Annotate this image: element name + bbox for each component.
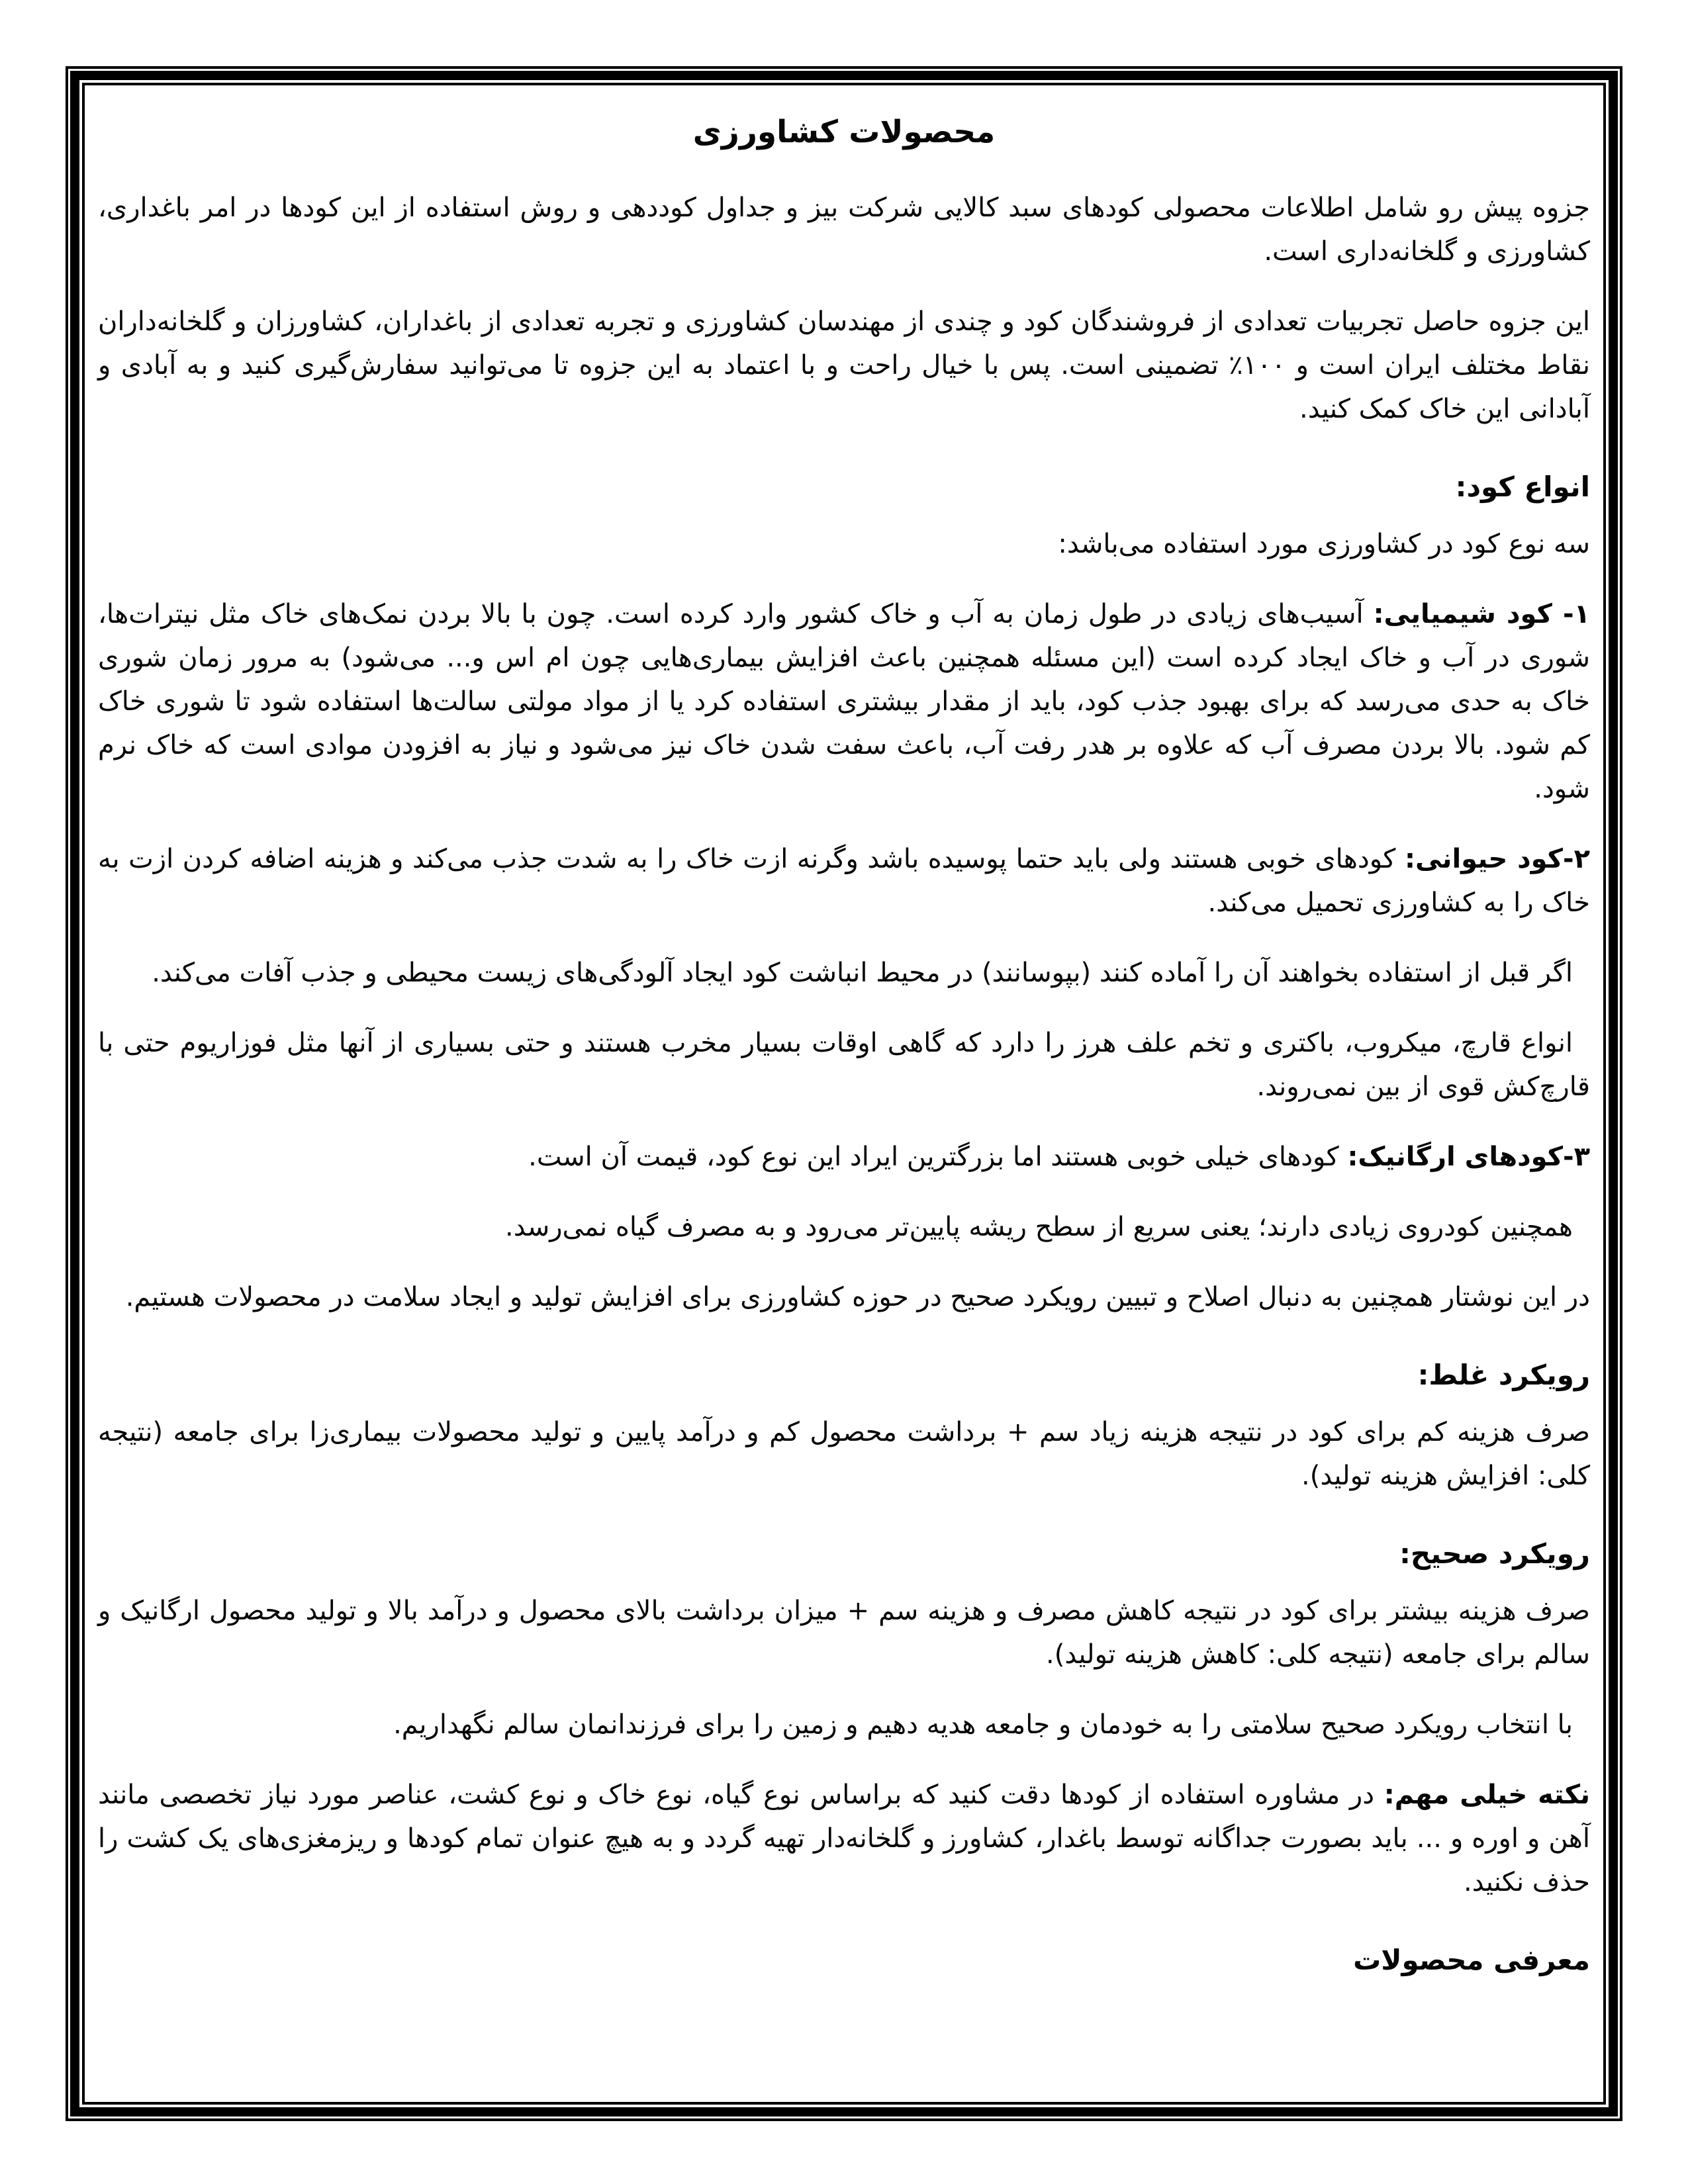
heading-fertilizer-types: انواع کود: [1455,471,1590,503]
paragraph-organic-fertilizer [98,1135,1590,1179]
paragraph-choose-correct: با انتخاب رویکرد صحیح سلامتی را به خودمان و جامعه هدیه دهیم و زمین را برای فرزندانمان سالم نگهداریم. [393,1709,1573,1740]
organic-fertilizer-label: ۳-کودهای ارگانیک: [1347,1142,1590,1172]
paragraph-important-note [98,1773,1590,1904]
chemical-fertilizer-label: ۱- کود شیمیایی: [1373,599,1590,629]
document-title: محصولات کشاورزی [692,114,996,150]
heading-wrong-approach: رویکرد غلط: [1417,1359,1590,1391]
paragraph-intro: جزوه پیش رو شامل اطلاعات محصولی کودهای سبد کالایی شرکت بیز و جداول کوددهی و روش استفاده از این کودها در امر باغداری، کشاورزی و گلخانه‌داری است. [98,193,1590,267]
animal-fertilizer-label: ۲-کود حیوانی: [1404,844,1590,874]
important-note-text: در مشاوره استفاده از کودها دقت کنید که براساس نوع گیاه، نوع خاک و نوع کشت، عناصر مورد نیاز تخصصی مانند آهن و اوره و ... باید بصورت جداگانه توسط باغدار، کشاورز و گلخانه‌دار تهیه گردد و به هیچ عنوان تمام کودها و ریزمغزی‌های یک کشت را حذف نکنید. [98,1780,1590,1897]
animal-fertilizer-text: کودهای خوبی هستند ولی باید حتما پوسیده باشد وگرنه ازت خاک را به شدت جذب می‌کند و هزینه اضافه کردن ازت به خاک را به کشاورزی تحمیل می‌کند. [98,844,1590,918]
heading-product-introduction: معرفی محصولات [1353,1944,1590,1976]
paragraph-animal-fertilizer [98,837,1590,925]
page-border-thick-band [70,71,1618,2116]
heading-correct-approach: رویکرد صحیح: [1399,1537,1590,1570]
paragraph-correct-approach: صرف هزینه بیشتر برای کود در نتیجه کاهش مصرف و هزینه سم + میزان برداشت بالای محصول و درآمد بالا و تولید محصول ارگانیک و سالم برای جامعه (نتیجه کلی: کاهش هزینه تولید). [98,1596,1590,1670]
paragraph-organic-runoff: همچنین کودروی زیادی دارند؛ یعنی سریع از سطح ریشه پایین‌تر می‌رود و به مصرف گیاه نمی‌رسد. [505,1212,1573,1242]
paragraph-wrong-approach: صرف هزینه کم برای کود در نتیجه هزینه زیاد سم + برداشت محصول کم و درآمد پایین و تولید محصولات بیماری‌زا برای جامعه (نتیجه کلی: افزایش هزینه تولید). [98,1417,1590,1491]
important-note-label: نکته خیلی مهم: [1383,1780,1590,1810]
paragraph-animal-pathogens: انواع قارچ، میکروب، باکتری و تخم علف هرز را دارد که گاهی اوقات بسیار مخرب هستند و حتی بسیاری از آنها مثل فوزاریوم حتی با قارچ‌کش قوی از بین نمی‌روند. [98,1028,1590,1102]
paragraph-three-types: سه نوع کود در کشاورزی مورد استفاده می‌باشد: [1058,529,1590,559]
paragraph-source: این جزوه حاصل تجربیات تعدادی از فروشندگان کود و چندی از مهندسان کشاورزی و تجربه تعدادی از باغداران، کشاورزان و گلخانه‌داران نقاط مختلف ایران است و ۱۰۰٪ تضمینی است. پس با خیال راحت و با اعتماد به این جزوه تا می‌توانید سفارش‌گیری کنید و به آبادی و آبادانی این خاک کمک کنید. [98,306,1590,424]
paragraph-animal-preparation: اگر قبل از استفاده بخواهند آن را آماده کنند (بپوسانند) در محیط انباشت کود ایجاد آلودگی‌های زیست محیطی و جذب آفات می‌کند. [152,958,1573,988]
paragraph-chemical-fertilizer [98,592,1590,811]
document-body [98,109,1590,1982]
paragraph-approach-goal: در این نوشتار همچنین به دنبال اصلاح و تبیین رویکرد صحیح در حوزه کشاورزی برای افزایش تولید و ایجاد سلامت در محصولات هستیم. [125,1282,1590,1312]
page-border-outer [66,66,1622,2121]
chemical-fertilizer-text: آسیب‌های زیادی در طول زمان به آب و خاک کشور وارد کرده است. چون با بالا بردن نمک‌های خاک مثل نیترات‌ها، شوری در آب و خاک ایجاد کرده است (این مسئله همچنین باعث افزایش بیماری‌هایی چون ام اس و... می‌شود) به مرور زمان شوری خاک به حدی می‌رسد که برای بهبود جذب کود، باید از مقدار بیشتری استفاده کرد یا از مواد مولتی سالت‌ها استفاده شود تا شوری خاک کم شود. بالا بردن مصرف آب که علاوه بر هدر رفت آب، باعث سفت شدن خاک نیز می‌شود و نیاز به افزودن موادی است که خاک نرم شود. [98,599,1590,804]
organic-fertilizer-text: کودهای خیلی خوبی هستند اما بزرگترین ایراد این نوع کود، قیمت آن است. [528,1142,1348,1172]
page-border-inner [82,83,1606,2105]
